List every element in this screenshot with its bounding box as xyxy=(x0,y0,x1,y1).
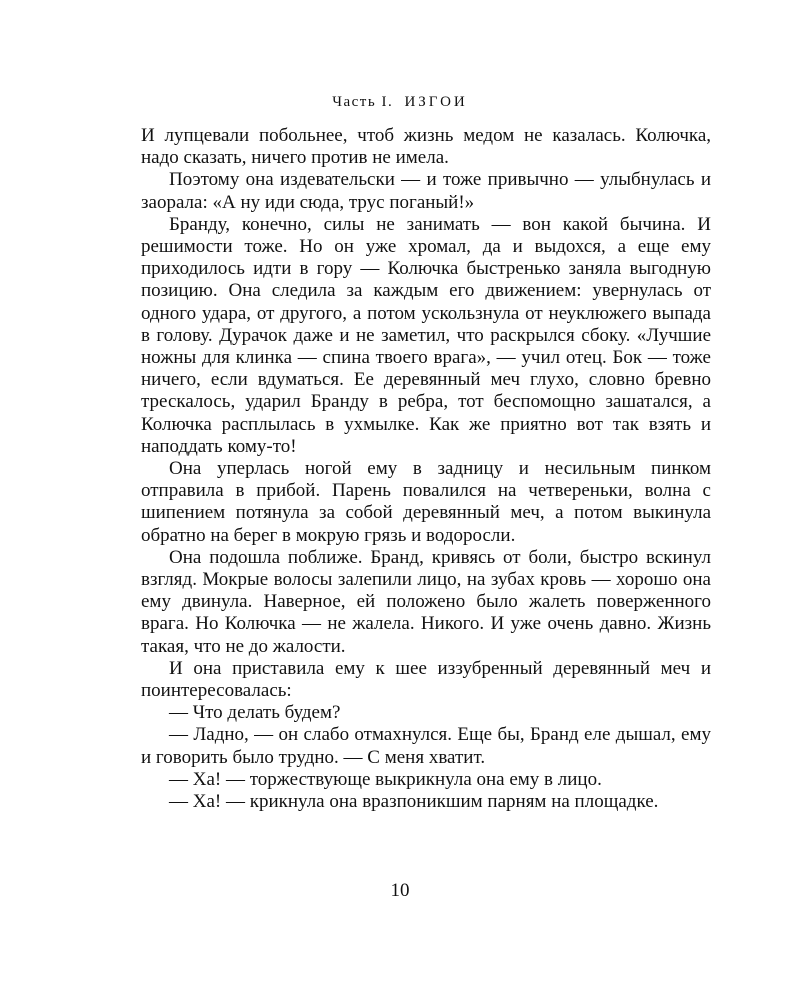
running-head xyxy=(0,93,800,111)
running-head-part: Часть I. xyxy=(332,94,394,110)
dialogue-line: — Ха! — торжествующе выкрикнула она ему в лицо. xyxy=(169,768,602,790)
dialogue-line: — Что делать будем? xyxy=(169,702,341,724)
page-number: 10 xyxy=(390,880,410,901)
body-text xyxy=(141,125,711,813)
paragraph: Она уперлась ногой ему в задницу и несильным пинком отправила в прибой. Парень повалился на четвереньки, волна с шипением потянула за собой деревянный меч, а потом выкинула обратно на берег в мокрую грязь и водоросли. xyxy=(141,458,711,546)
dialogue-line: — Ладно, — он слабо отмахнулся. Еще бы, Бранд еле дышал, ему и говорить было трудно. — С меня хватит. xyxy=(141,724,711,768)
paragraph: И лупцевали побольнее, чтоб жизнь медом не казалась. Колючка, надо сказать, ничего против не имела. xyxy=(141,125,711,169)
dialogue-line: — Ха! — крикнула она вразпоникшим парням на площадке. xyxy=(169,791,659,813)
paragraph: И она приставила ему к шее иззубренный деревянный меч и поинтересовалась: xyxy=(141,657,711,702)
running-head-title: ИЗГОИ xyxy=(404,94,468,110)
paragraph: Бранду, конечно, силы не занимать — вон какой бычина. И решимости тоже. Но он уже хромал, да и выдохся, а еще ему приходилось идти в гору — Колючка быстренько заняла выгодную позицию. Она следила за каждым его движением: увернулась от одного удара, от другого, а потом ускользнула от неуклюжего выпада в голову. Дурачок даже и не заметил, что раскрылся сбоку. «Лучшие ножны для клинка — спина твоего врага», — учил отец. Бок — тоже ничего, если вдуматься. Ее деревянный меч глухо, словно бревно трескалось, ударил Бранду в ребра, тот беспомощно зашатался, а Колючка расплылась в ухмылке. Как же приятно вот так взять и наподдать кому-то! xyxy=(141,213,711,457)
paragraph: Поэтому она издевательски — и тоже привычно — улыбнулась и заорала: «А ну иди сюда, трус поганый!» xyxy=(141,169,711,213)
paragraph: Она подошла поближе. Бранд, кривясь от боли, быстро вскинул взгляд. Мокрые волосы залепили лицо, на зубах кровь — хорошо она ему двинула. Наверное, ей положено было жалеть поверженного врага. Но Колючка — не жалела. Никого. И уже очень давно. Жизнь такая, что не до жалости. xyxy=(141,546,711,657)
